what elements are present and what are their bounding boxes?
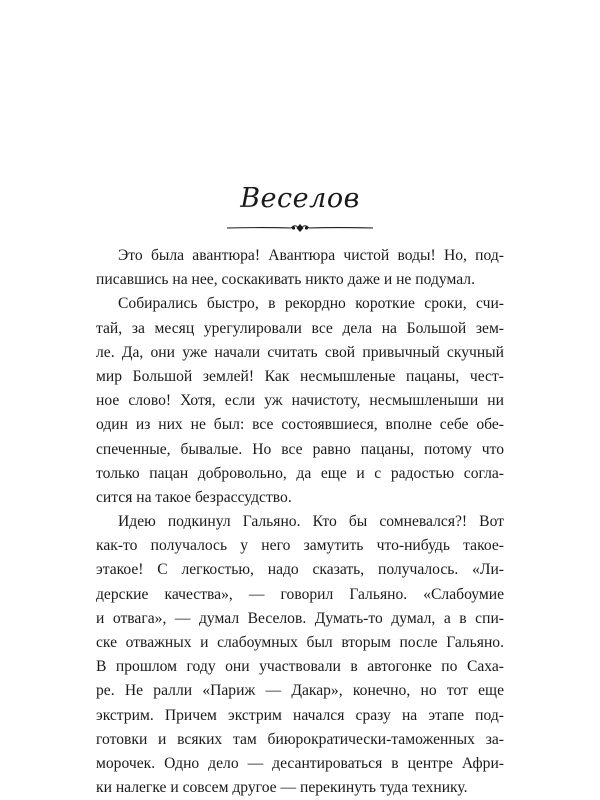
text-line: мир Большой землей! Как несмышленые пацаны, чест-: [96, 367, 504, 385]
text-line: сится на такое безрассудство.: [96, 488, 292, 506]
text-line: и отвага», — думал Веселов. Думать-то думал, а в спи-: [96, 609, 504, 627]
text-line: ске отважных и слабоумных был вторым после Гальяно.: [96, 634, 504, 651]
text-line: этакое! С легкостью, надо сказать, получалось. «Ли-: [96, 561, 504, 579]
ornament-divider-icon: [225, 221, 375, 235]
text-line: готовки и всяких там биюрократически-таможенных за-: [96, 730, 504, 748]
paragraph-3: [96, 510, 504, 800]
paragraph-2: [96, 292, 504, 510]
text-line: ле. Да, они уже начали считать свой привычный скучный: [96, 343, 504, 361]
text-line: Собирались быстро, в рекордно короткие сроки, счи-: [118, 295, 504, 313]
text-line: ре. Не ралли «Париж — Дакар», конечно, но тот еще: [96, 682, 504, 700]
text-line: ки налегке и совсем другое — перекинуть туда технику.: [96, 779, 468, 797]
text-line: морочек. Одно дело — десантироваться в центре Афри-: [96, 754, 504, 772]
text-line: дерские качества», — говорил Гальяно. «Слабоумие: [96, 585, 504, 603]
text-line: тай, за месяц урегулировали все дела на Большой зем-: [96, 319, 504, 337]
text-line: один из них не был: все состоявшиеся, вполне себе обе-: [96, 416, 504, 434]
text-line: В прошлом году они участвовали в автогонке по Саха-: [96, 658, 504, 676]
text-line: спеченные, бывалые. Но все равно пацаны, потому что: [96, 440, 504, 458]
text-line: как-то получалось у него замутить что-нибудь такое-: [96, 537, 504, 555]
chapter-title: Веселов: [240, 183, 360, 214]
text-line: экстрим. Причем экстрим начался сразу на этапе под-: [96, 706, 504, 724]
text-line: Идею подкинул Гальяно. Кто бы сомневался?! Вот: [118, 513, 504, 531]
text-line: Это была авантюра! Авантюра чистой воды! Но, под-: [118, 247, 504, 264]
text-line: ное слово! Хотя, если уж начистоту, несмышленыши ни: [96, 392, 504, 410]
paragraph-1: [96, 244, 504, 292]
body-text: [96, 244, 504, 800]
text-line: только пацан добровольно, да еще и с радостью согла-: [96, 464, 504, 482]
text-line: писавшись на нее, соскакивать никто даже и не подумал.: [96, 271, 475, 289]
